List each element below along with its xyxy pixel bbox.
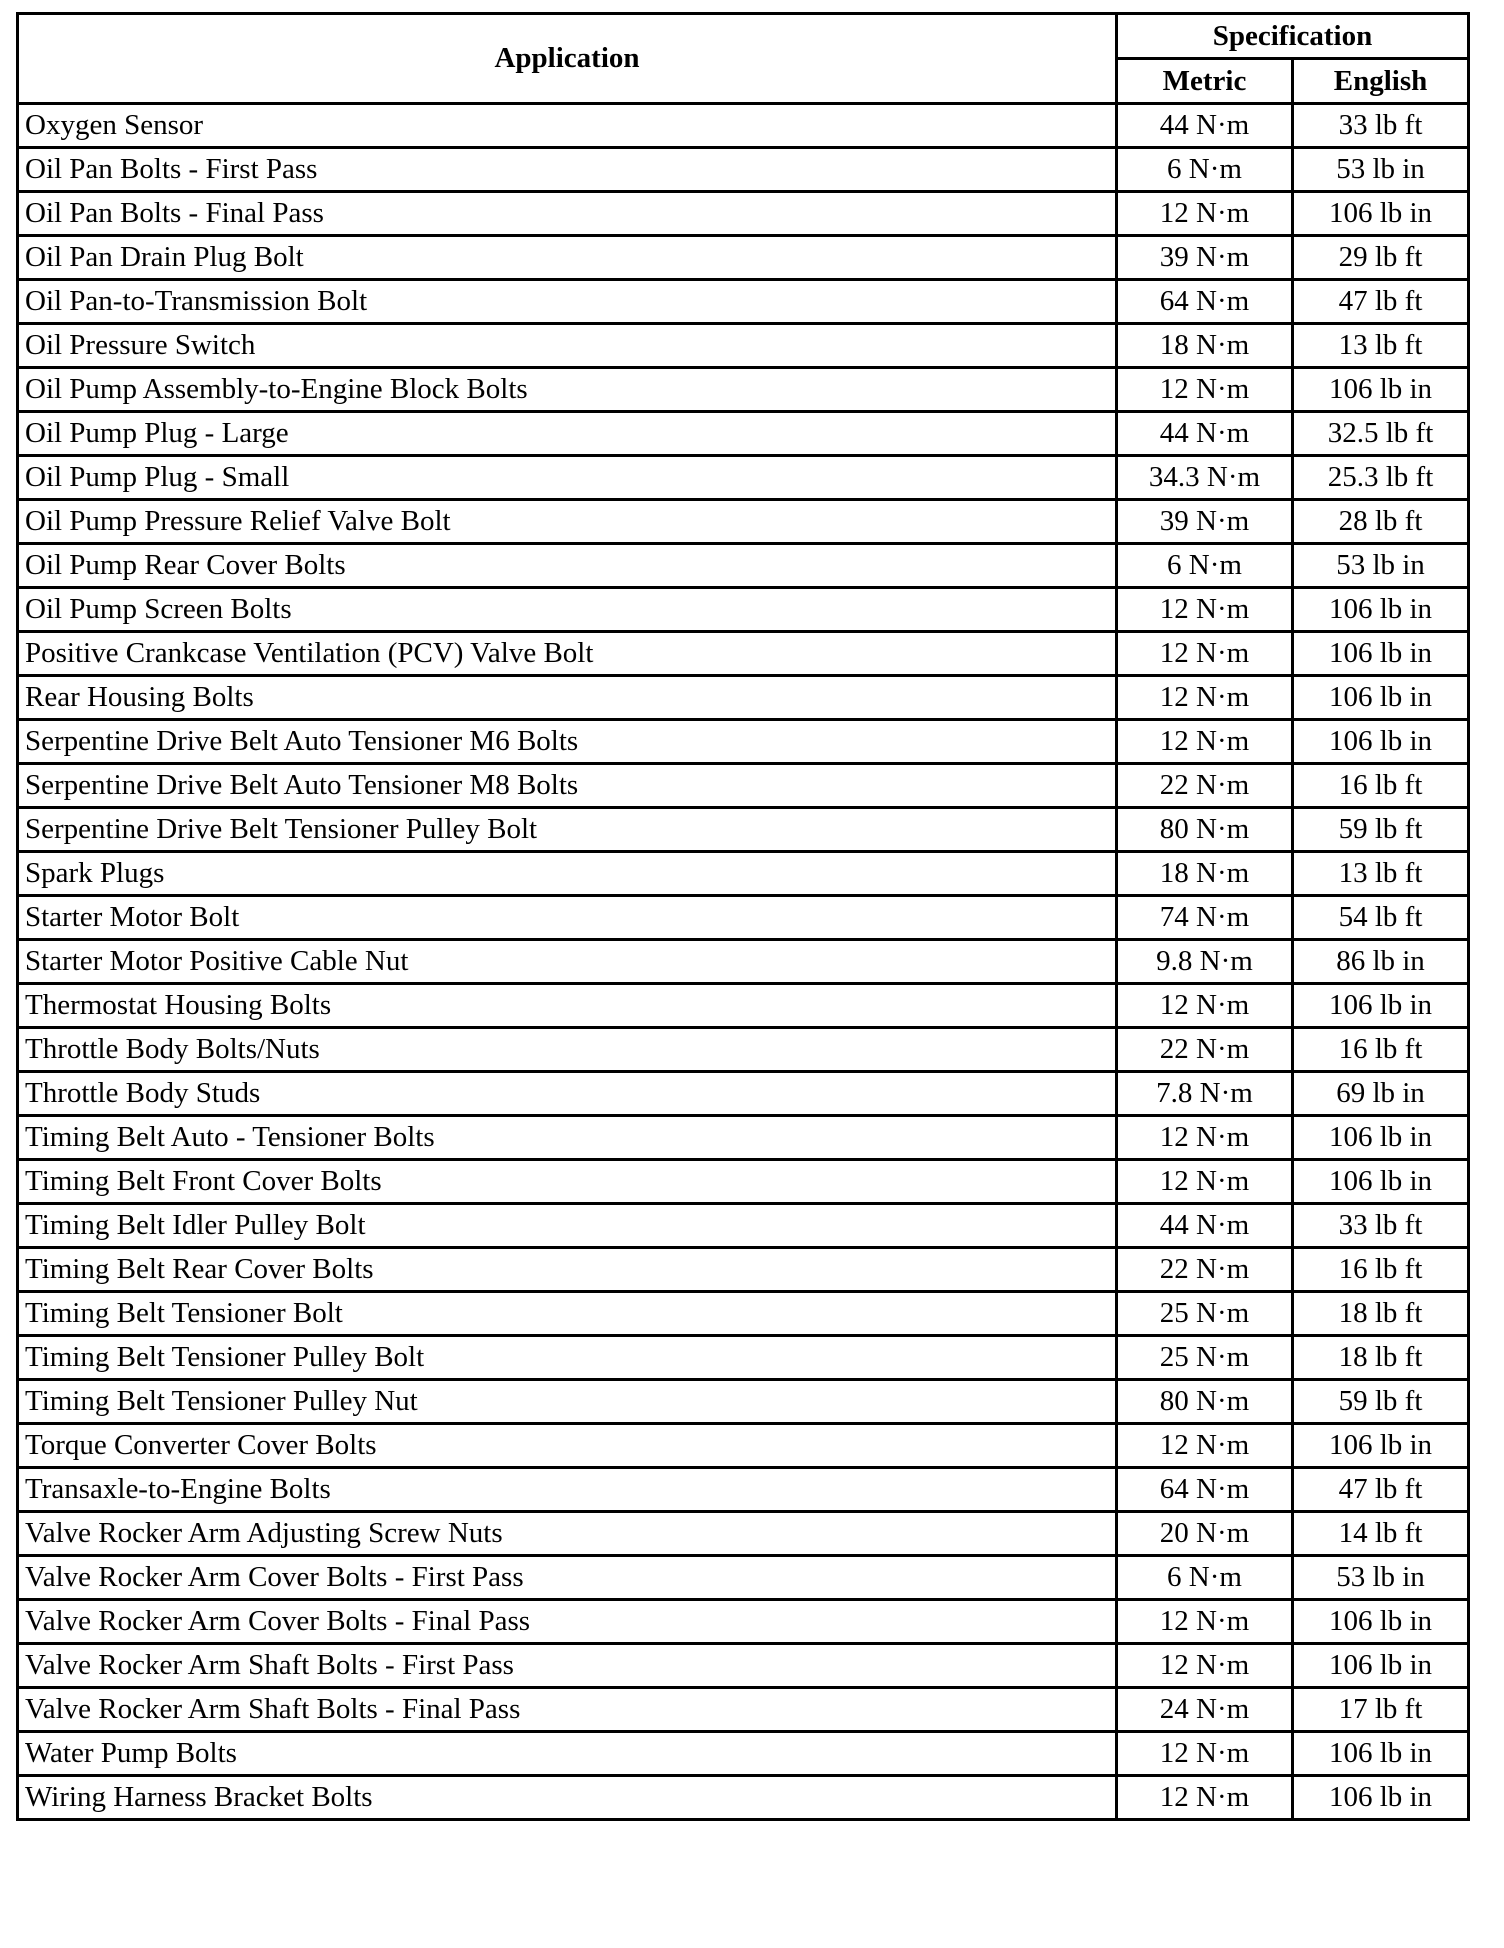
application-cell: Rear Housing Bolts — [18, 676, 1117, 720]
application-cell: Oil Pressure Switch — [18, 324, 1117, 368]
application-cell: Oil Pan Bolts - First Pass — [18, 148, 1117, 192]
english-cell: 18 lb ft — [1293, 1336, 1469, 1380]
table-row — [18, 192, 1469, 236]
english-cell: 16 lb ft — [1293, 1028, 1469, 1072]
application-cell: Serpentine Drive Belt Auto Tensioner M8 Bolts — [18, 764, 1117, 808]
english-cell: 16 lb ft — [1293, 764, 1469, 808]
table-row — [18, 1512, 1469, 1556]
english-cell: 106 lb in — [1293, 1424, 1469, 1468]
english-cell: 106 lb in — [1293, 1644, 1469, 1688]
metric-cell: 18 N·m — [1117, 852, 1293, 896]
metric-cell: 20 N·m — [1117, 1512, 1293, 1556]
application-cell: Oil Pump Plug - Small — [18, 456, 1117, 500]
metric-cell: 12 N·m — [1117, 720, 1293, 764]
metric-cell: 12 N·m — [1117, 192, 1293, 236]
application-cell: Transaxle-to-Engine Bolts — [18, 1468, 1117, 1512]
application-cell: Serpentine Drive Belt Tensioner Pulley Bolt — [18, 808, 1117, 852]
table-row — [18, 1688, 1469, 1732]
application-cell: Throttle Body Studs — [18, 1072, 1117, 1116]
table-row — [18, 1776, 1469, 1820]
english-cell: 25.3 lb ft — [1293, 456, 1469, 500]
application-cell: Throttle Body Bolts/Nuts — [18, 1028, 1117, 1072]
table-row — [18, 1160, 1469, 1204]
application-cell: Water Pump Bolts — [18, 1732, 1117, 1776]
table-row — [18, 1468, 1469, 1512]
metric-cell: 39 N·m — [1117, 500, 1293, 544]
metric-cell: 22 N·m — [1117, 764, 1293, 808]
metric-cell: 7.8 N·m — [1117, 1072, 1293, 1116]
application-cell: Starter Motor Bolt — [18, 896, 1117, 940]
header-row-top — [18, 14, 1469, 59]
application-cell: Oxygen Sensor — [18, 104, 1117, 148]
application-cell: Serpentine Drive Belt Auto Tensioner M6 Bolts — [18, 720, 1117, 764]
table-row — [18, 1644, 1469, 1688]
application-cell: Timing Belt Rear Cover Bolts — [18, 1248, 1117, 1292]
application-cell: Oil Pump Screen Bolts — [18, 588, 1117, 632]
english-cell: 106 lb in — [1293, 588, 1469, 632]
table-row — [18, 148, 1469, 192]
table-row — [18, 808, 1469, 852]
application-cell: Oil Pump Plug - Large — [18, 412, 1117, 456]
metric-cell: 12 N·m — [1117, 588, 1293, 632]
english-cell: 106 lb in — [1293, 984, 1469, 1028]
metric-header: Metric — [1117, 59, 1293, 104]
metric-cell: 6 N·m — [1117, 148, 1293, 192]
table-row — [18, 412, 1469, 456]
english-cell: 106 lb in — [1293, 1776, 1469, 1820]
application-cell: Oil Pump Rear Cover Bolts — [18, 544, 1117, 588]
english-cell: 18 lb ft — [1293, 1292, 1469, 1336]
metric-cell: 6 N·m — [1117, 544, 1293, 588]
specification-header: Specification — [1117, 14, 1469, 59]
english-cell: 59 lb ft — [1293, 808, 1469, 852]
metric-cell: 44 N·m — [1117, 104, 1293, 148]
table-row — [18, 896, 1469, 940]
table-row — [18, 104, 1469, 148]
table-row — [18, 720, 1469, 764]
metric-cell: 12 N·m — [1117, 1116, 1293, 1160]
english-cell: 59 lb ft — [1293, 1380, 1469, 1424]
english-cell: 17 lb ft — [1293, 1688, 1469, 1732]
table-row — [18, 984, 1469, 1028]
english-cell: 106 lb in — [1293, 720, 1469, 764]
metric-cell: 74 N·m — [1117, 896, 1293, 940]
metric-cell: 44 N·m — [1117, 412, 1293, 456]
english-cell: 28 lb ft — [1293, 500, 1469, 544]
application-cell: Timing Belt Auto - Tensioner Bolts — [18, 1116, 1117, 1160]
english-cell: 14 lb ft — [1293, 1512, 1469, 1556]
english-cell: 13 lb ft — [1293, 852, 1469, 896]
table-row — [18, 280, 1469, 324]
english-cell: 53 lb in — [1293, 544, 1469, 588]
metric-cell: 64 N·m — [1117, 1468, 1293, 1512]
english-cell: 47 lb ft — [1293, 1468, 1469, 1512]
english-cell: 47 lb ft — [1293, 280, 1469, 324]
application-cell: Oil Pan Drain Plug Bolt — [18, 236, 1117, 280]
metric-cell: 25 N·m — [1117, 1336, 1293, 1380]
application-cell: Spark Plugs — [18, 852, 1117, 896]
metric-cell: 12 N·m — [1117, 1160, 1293, 1204]
application-cell: Valve Rocker Arm Shaft Bolts - Final Pass — [18, 1688, 1117, 1732]
english-cell: 33 lb ft — [1293, 104, 1469, 148]
english-cell: 106 lb in — [1293, 368, 1469, 412]
metric-cell: 39 N·m — [1117, 236, 1293, 280]
application-cell: Oil Pan-to-Transmission Bolt — [18, 280, 1117, 324]
table-header — [18, 14, 1469, 104]
table-row — [18, 1424, 1469, 1468]
english-cell: 106 lb in — [1293, 632, 1469, 676]
table-row — [18, 1072, 1469, 1116]
metric-cell: 12 N·m — [1117, 676, 1293, 720]
metric-cell: 12 N·m — [1117, 1600, 1293, 1644]
application-cell: Timing Belt Tensioner Pulley Nut — [18, 1380, 1117, 1424]
table-row — [18, 764, 1469, 808]
metric-cell: 12 N·m — [1117, 368, 1293, 412]
table-row — [18, 1380, 1469, 1424]
english-cell: 13 lb ft — [1293, 324, 1469, 368]
application-cell: Timing Belt Idler Pulley Bolt — [18, 1204, 1117, 1248]
english-cell: 54 lb ft — [1293, 896, 1469, 940]
table-row — [18, 1204, 1469, 1248]
metric-cell: 80 N·m — [1117, 1380, 1293, 1424]
table-row — [18, 544, 1469, 588]
application-cell: Timing Belt Tensioner Bolt — [18, 1292, 1117, 1336]
metric-cell: 44 N·m — [1117, 1204, 1293, 1248]
application-cell: Oil Pump Assembly-to-Engine Block Bolts — [18, 368, 1117, 412]
application-cell: Oil Pan Bolts - Final Pass — [18, 192, 1117, 236]
application-cell: Oil Pump Pressure Relief Valve Bolt — [18, 500, 1117, 544]
application-cell: Thermostat Housing Bolts — [18, 984, 1117, 1028]
metric-cell: 12 N·m — [1117, 1776, 1293, 1820]
metric-cell: 12 N·m — [1117, 984, 1293, 1028]
metric-cell: 64 N·m — [1117, 280, 1293, 324]
english-cell: 69 lb in — [1293, 1072, 1469, 1116]
english-cell: 16 lb ft — [1293, 1248, 1469, 1292]
table-row — [18, 456, 1469, 500]
table-row — [18, 852, 1469, 896]
metric-cell: 80 N·m — [1117, 808, 1293, 852]
english-cell: 106 lb in — [1293, 1732, 1469, 1776]
table-row — [18, 632, 1469, 676]
application-cell: Timing Belt Tensioner Pulley Bolt — [18, 1336, 1117, 1380]
table-row — [18, 1248, 1469, 1292]
english-cell: 106 lb in — [1293, 1116, 1469, 1160]
english-cell: 33 lb ft — [1293, 1204, 1469, 1248]
application-cell: Valve Rocker Arm Cover Bolts - Final Pass — [18, 1600, 1117, 1644]
table-row — [18, 368, 1469, 412]
table-body — [18, 104, 1469, 1820]
table-row — [18, 1732, 1469, 1776]
metric-cell: 12 N·m — [1117, 1644, 1293, 1688]
table-row — [18, 1600, 1469, 1644]
metric-cell: 18 N·m — [1117, 324, 1293, 368]
metric-cell: 24 N·m — [1117, 1688, 1293, 1732]
english-cell: 86 lb in — [1293, 940, 1469, 984]
torque-spec-table — [16, 12, 1470, 1821]
application-cell: Wiring Harness Bracket Bolts — [18, 1776, 1117, 1820]
table-row — [18, 1292, 1469, 1336]
application-cell: Valve Rocker Arm Cover Bolts - First Pass — [18, 1556, 1117, 1600]
english-cell: 106 lb in — [1293, 1160, 1469, 1204]
application-cell: Starter Motor Positive Cable Nut — [18, 940, 1117, 984]
application-cell: Valve Rocker Arm Shaft Bolts - First Pass — [18, 1644, 1117, 1688]
english-header: English — [1293, 59, 1469, 104]
application-cell: Torque Converter Cover Bolts — [18, 1424, 1117, 1468]
metric-cell: 22 N·m — [1117, 1028, 1293, 1072]
english-cell: 53 lb in — [1293, 148, 1469, 192]
table-row — [18, 500, 1469, 544]
english-cell: 53 lb in — [1293, 1556, 1469, 1600]
spec-table-container — [16, 12, 1467, 1821]
table-row — [18, 588, 1469, 632]
metric-cell: 22 N·m — [1117, 1248, 1293, 1292]
application-cell: Valve Rocker Arm Adjusting Screw Nuts — [18, 1512, 1117, 1556]
english-cell: 106 lb in — [1293, 1600, 1469, 1644]
english-cell: 106 lb in — [1293, 192, 1469, 236]
english-cell: 32.5 lb ft — [1293, 412, 1469, 456]
english-cell: 106 lb in — [1293, 676, 1469, 720]
metric-cell: 9.8 N·m — [1117, 940, 1293, 984]
table-row — [18, 1336, 1469, 1380]
table-row — [18, 1028, 1469, 1072]
table-row — [18, 1116, 1469, 1160]
english-cell: 29 lb ft — [1293, 236, 1469, 280]
table-row — [18, 324, 1469, 368]
metric-cell: 12 N·m — [1117, 1424, 1293, 1468]
metric-cell: 34.3 N·m — [1117, 456, 1293, 500]
table-row — [18, 676, 1469, 720]
metric-cell: 12 N·m — [1117, 632, 1293, 676]
table-row — [18, 940, 1469, 984]
application-cell: Positive Crankcase Ventilation (PCV) Valve Bolt — [18, 632, 1117, 676]
table-row — [18, 1556, 1469, 1600]
application-cell: Timing Belt Front Cover Bolts — [18, 1160, 1117, 1204]
table-row — [18, 236, 1469, 280]
metric-cell: 6 N·m — [1117, 1556, 1293, 1600]
metric-cell: 12 N·m — [1117, 1732, 1293, 1776]
application-header: Application — [18, 14, 1117, 104]
metric-cell: 25 N·m — [1117, 1292, 1293, 1336]
